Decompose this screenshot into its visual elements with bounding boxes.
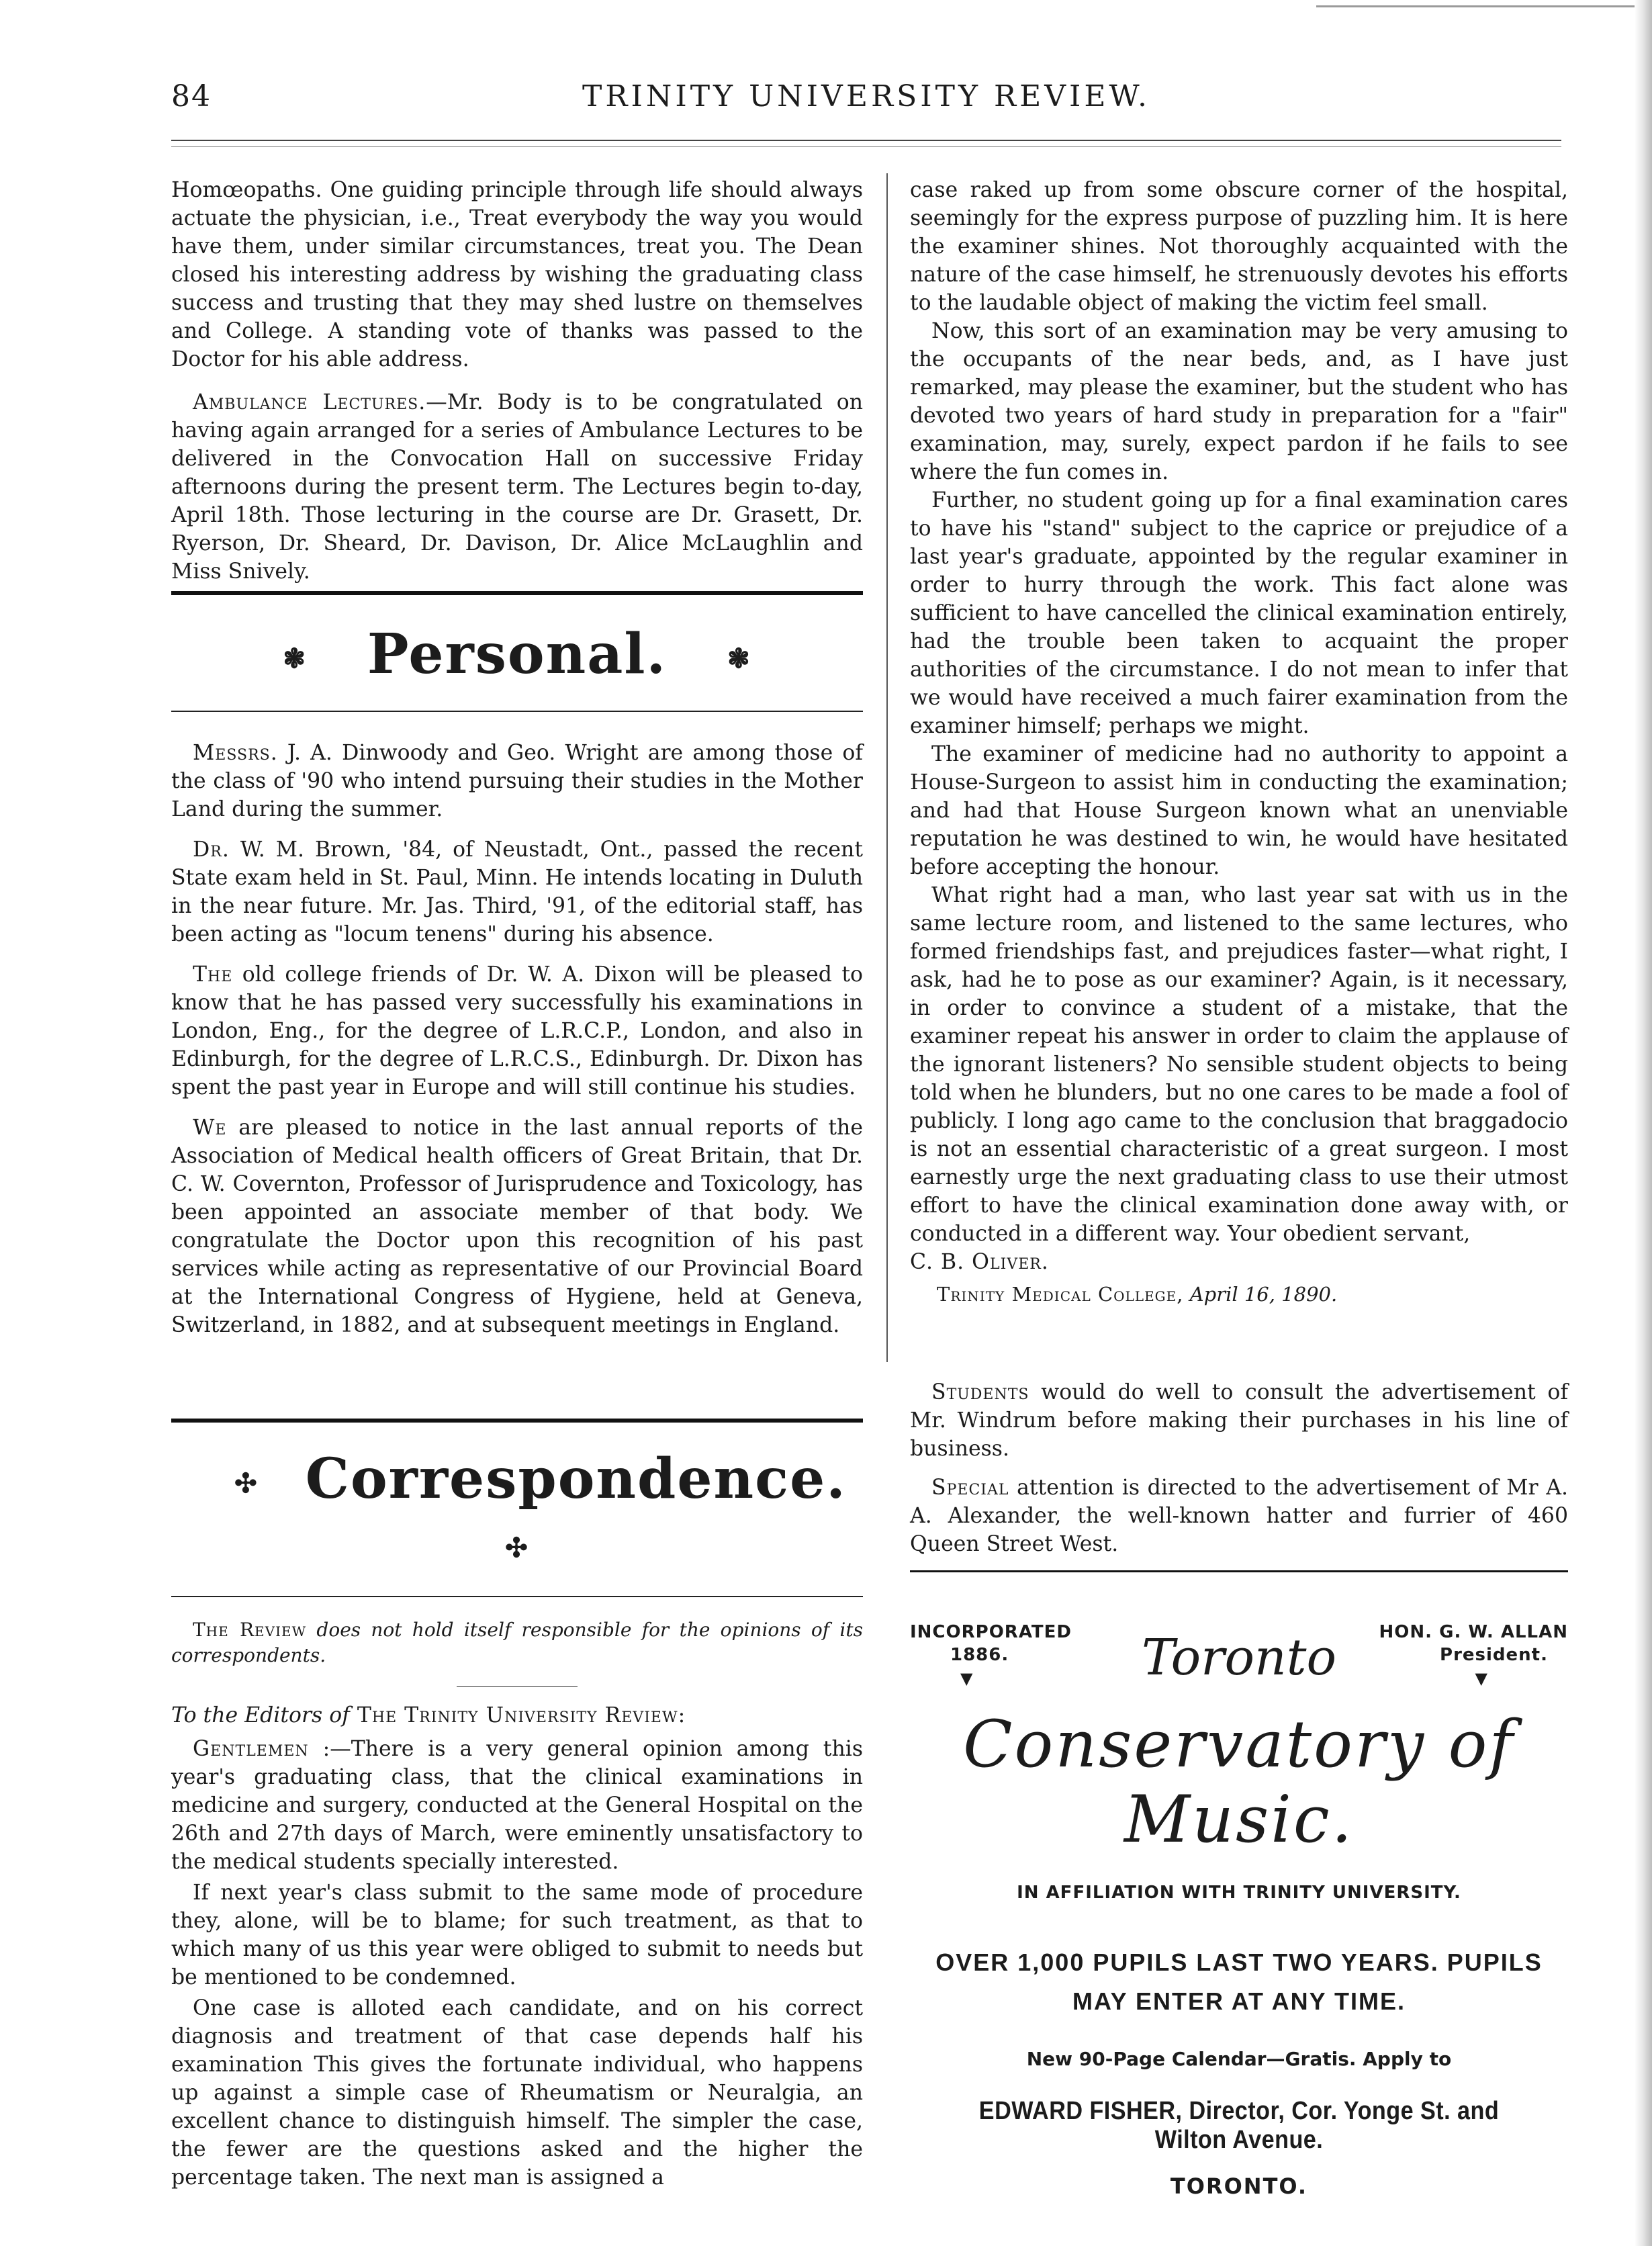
personal-top-rule <box>171 591 863 595</box>
personal-item-lead: We <box>193 1116 227 1140</box>
personal-heading: Personal. <box>367 622 668 686</box>
ad-title-conservatory: Conservatory of Music. <box>963 1707 1515 1857</box>
cross-ornament-icon: ✣ <box>505 1532 529 1564</box>
personal-item-text: J. A. Dinwoody and Geo. Wright are among those of the class of '90 who intend pursuing their studies in the Mother Land during the summer. <box>171 741 863 821</box>
personal-item <box>171 1114 863 1339</box>
personal-item-lead: Messrs. <box>193 741 278 765</box>
page-number: 84 <box>171 79 212 114</box>
left-column <box>171 176 863 586</box>
correspondence-disclaimer <box>171 1617 863 1668</box>
salutation-end: : <box>678 1703 686 1727</box>
ad-title-toronto: Toronto <box>1141 1629 1337 1687</box>
signature: C. B. Oliver. <box>910 1250 1049 1274</box>
cross-ornament-icon: ✣ <box>234 1468 259 1500</box>
notice-text: attention is directed to the advertisement of Mr A. A. Alexander, the well-known hatter and furrier of 460 Queen Street West. <box>910 1476 1568 1556</box>
ad-affiliation: IN AFFILIATION WITH TRINITY UNIVERSITY. <box>1017 1883 1461 1903</box>
ad-incorporated-year: 1886. <box>950 1645 1009 1665</box>
dateline-place: Trinity Medical College, <box>937 1283 1184 1306</box>
ad-pupils-line-2: MAY ENTER AT ANY TIME. <box>1072 1987 1406 2015</box>
disclaimer-short-rule <box>457 1686 578 1687</box>
letter-continued: case raked up from some obscure corner of the hospital, seemingly for the express purpose of puzzling him. It is here the examiner shines. Not thoroughly acquainted with the nature of the case himself, he strenuously devotes his efforts to the laudable object of making the victim feel small. <box>910 178 1568 315</box>
personal-item <box>171 836 863 948</box>
personal-item <box>171 739 863 823</box>
personal-item-lead: Dr. <box>193 838 230 862</box>
disclaimer-text: does not hold itself responsible for the opinions of its correspondents. <box>171 1619 863 1666</box>
personal-item-text: W. M. Brown, '84, of Neustadt, Ont., passed the recent State exam held in St. Paul, Minn. He intends locating in Duluth in the near future. Mr. Jas. Third, '91, of the editorial staff, has been acting as "locum tenens" during his absence. <box>171 838 863 946</box>
page-header <box>171 79 1561 126</box>
salutation <box>171 1701 863 1730</box>
running-title: TRINITY UNIVERSITY REVIEW. <box>582 79 1151 114</box>
ad-city: TORONTO. <box>1170 2173 1308 2199</box>
scan-edge-right <box>1635 0 1652 2246</box>
notice-lead: Students <box>931 1380 1029 1404</box>
letter-paragraph: Now, this sort of an examination may be very amusing to the occupants of the near beds, and, as I have just remarked, may please the examiner, but the student who has devoted two years of hard study in preparation for a "fair" examination, may, surely, expect pardon if he fails to see where the fun comes in. <box>910 319 1568 484</box>
personal-item-text: old college friends of Dr. W. A. Dixon will be pleased to know that he has passed very successfully his examinations in London, Eng., for the degree of L.R.C.P., London, and also in Edinburgh, for the degree of L.R.C.S., Edinburgh. Dr. Dixon has spent the past year in Europe and will still continue his studies. <box>171 962 863 1099</box>
salutation-italic: To the Editors of <box>171 1703 350 1727</box>
scan-edge-top <box>1316 0 1652 7</box>
column-divider <box>886 173 888 1362</box>
ambulance-text: —Mr. Body is to be congratulated on having again arranged for a series of Ambulance Lectures to be delivered in the Convocation Hall on successive Friday afternoons during the present term. The Lectures begin to-day, April 18th. Those lecturing in the course are Dr. Grasett, Dr. Ryerson, Dr. Sheard, Dr. Davison, Dr. Alice McLaughlin and Miss Snively. <box>171 390 863 584</box>
ad-pupils-line-1: OVER 1,000 PUPILS LAST TWO YEARS. PUPILS <box>935 1948 1543 1976</box>
opening-paragraph: Homœopaths. One guiding principle through life should always actuate the physician, i.e., Treat everybody the way you would have them, under similar circumstances, treat you. The Dean closed his interesting address by wishing the graduating class success and trusting that they may shed lustre on themselves and College. A standing vote of thanks was passed to the Doctor for his able address. <box>171 178 863 371</box>
correspondence-heading: Correspondence. <box>305 1447 847 1511</box>
correspondence-section <box>171 1419 863 2192</box>
letter-text: :—There is a very general opinion among this year's graduating class, that the clinical examinations in medicine and surgery, conducted at the General Hospital on the 26th and 27th days of March, were eminently unsatisfactory to the medical students specially interested. <box>171 1737 863 1874</box>
personal-heading-row <box>171 622 863 686</box>
arrow-down-icon: ▼ <box>1475 1669 1487 1688</box>
correspondence-heading-row <box>171 1447 863 1576</box>
ad-top-rule <box>910 1570 1568 1572</box>
personal-item-text: are pleased to notice in the last annual reports of the Association of Medical health officers of Great Britain, that Dr. C. W. Covernton, Professor of Jurisprudence and Toxicology, has been appointed an associate member of that body. We congratulate the Doctor upon this recognition of his past services while acting as representative of our Provincial Board at the International Congress of Hygiene, held at Geneva, Switzerland, in 1882, and at subsequent meetings in England. <box>171 1116 863 1337</box>
gentlemen-lead: Gentlemen <box>193 1737 309 1761</box>
notice-item <box>910 1474 1568 1558</box>
letter-paragraph: The examiner of medicine had no authority to appoint a House-Surgeon to assist him in conducting the examination; and had that House Surgeon known what an unenviable reputation he was destined to win, he would have hesitated before accepting the honour. <box>910 742 1568 879</box>
notice-lead: Special <box>931 1476 1009 1500</box>
flower-ornament-icon: ❃ <box>283 643 307 675</box>
letter-paragraph <box>171 1735 863 1876</box>
right-column <box>910 176 1568 1308</box>
ad-president-title: President. <box>1440 1645 1548 1665</box>
personal-bottom-rule <box>171 711 863 712</box>
flower-ornament-icon: ❃ <box>727 643 751 675</box>
letter-paragraph: If next year's class submit to the same mode of procedure they, alone, will be to blame; for such treatment, as that to which many of us this year were obliged to submit to needs but be mentioned to be condemned. <box>171 1881 863 1989</box>
ad-president-name: HON. G. W. ALLAN <box>1379 1622 1568 1642</box>
header-rule-secondary <box>171 146 1561 147</box>
ad-incorporated-label: INCORPORATED <box>910 1622 1072 1642</box>
ad-top-row <box>910 1622 1568 1703</box>
correspondence-bottom-rule <box>171 1596 863 1597</box>
notice-text: would do well to consult the advertisement of Mr. Windrum before making their purchases in his line of business. <box>910 1380 1568 1461</box>
conservatory-advertisement <box>910 1570 1568 2199</box>
ambulance-paragraph <box>171 388 863 586</box>
letter-paragraph: Further, no student going up for a final examination cares to have his "stand" subject to the caprice or prejudice of a last year's graduate, appointed by the regular examiner in order to hurry through the work. This fact alone was sufficient to have cancelled the clinical examination entirely, had the trouble been taken to acquaint the proper authorities of the circumstance. I do not mean to infer that we would have received a much fairer examination from the examiner himself; perhaps we might. <box>910 488 1568 738</box>
notices <box>910 1378 1568 1558</box>
personal-section <box>171 591 863 1339</box>
personal-item-lead: The <box>193 962 233 987</box>
dateline-date: April 16, 1890. <box>1183 1283 1338 1306</box>
notice-item <box>910 1378 1568 1463</box>
salutation-journal: The Trinity University Review <box>349 1703 678 1727</box>
ad-calendar: New 90-Page Calendar—Gratis. Apply to <box>1026 2048 1452 2070</box>
dateline <box>910 1280 1568 1308</box>
correspondence-top-rule <box>171 1419 863 1423</box>
letter-paragraph: What right had a man, who last year sat with us in the same lecture room, and listened to the same lectures, who formed friendships fast, and prejudices faster—what right, I ask, had he to pose as our examiner? Again, is it necessary, in order to convince a student of a mistake, that the examiner repeat his answer in order to claim the applause of the ignorant listeners? No sensible student objects to being told when he blunders, but no one cares to be made a fool of publicly. I long ago came to the conclusion that braggadocio is not an essential characteristic of a great surgeon. I most earnestly urge the next graduating class to use their utmost effort to have the clinical examination done away with, or conducted in a different way. Your obedient servant, <box>910 883 1568 1246</box>
disclaimer-lead: The Review <box>193 1619 307 1641</box>
personal-item <box>171 960 863 1102</box>
ad-director: EDWARD FISHER, Director, Cor. Yonge St. and Wilton Avenue. <box>978 2097 1500 2154</box>
ambulance-lead: Ambulance Lectures. <box>193 390 426 414</box>
header-rule <box>171 140 1561 141</box>
letter-paragraph: One case is alloted each candidate, and on his correct diagnosis and treatment of that case depends half his examination This gives the fortunate individual, who happens up against a simple case of Rheumatism or Neuralgia, an excellent chance to distinguish himself. The simpler the case, the fewer are the questions asked and the higher the percentage taken. The next man is assigned a <box>171 1996 863 2190</box>
arrow-down-icon: ▼ <box>960 1669 973 1688</box>
personal-items <box>171 739 863 1339</box>
